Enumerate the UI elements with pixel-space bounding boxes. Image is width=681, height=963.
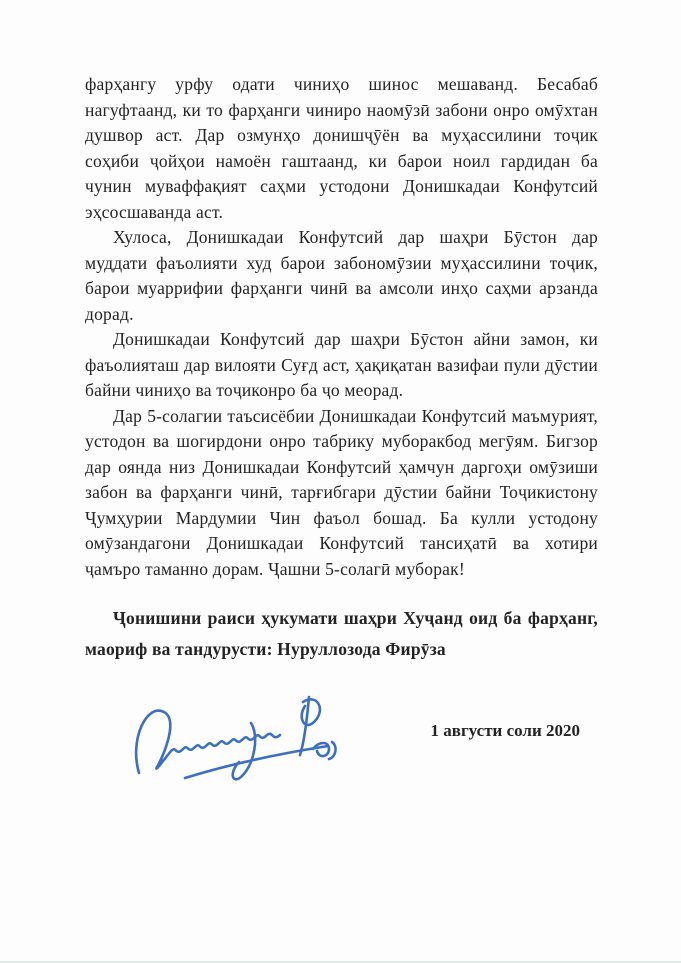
body-paragraph-3: Донишкадаи Конфутсий дар шаҳри Бӯстон айни замон, ки фаъолияташ дар вилояти Суғд аст, ҳақиқатан вазифаи пули дӯстии байни чиниҳо ва тоҷиконро ба ҷо меорад.: [85, 329, 598, 400]
signature-row: [85, 689, 598, 789]
body-paragraph-2: Хулоса, Донишкадаи Конфутсий дар шаҳри Бӯстон дар муддати фаъолияти худ барои забономӯзии муҳассилини тоҷик, барои муаррифии фарҳанги чинӣ ва амсоли инҳо саҳми арзанда дорад.: [85, 227, 598, 324]
handwritten-signature: [127, 691, 345, 785]
date-line: 1 августи соли 2020: [430, 721, 580, 740]
body-paragraph-1: фарҳангу урфу одати чиниҳо шинос мешаванд. Бесабаб нагуфтаанд, ки то фарҳанги чиниро наомӯзӣ забони онро омӯхтан душвор аст. Дар озмунҳо донишҷӯён ва муҳассилини тоҷик соҳиби ҷойҳои намоён гаштаанд, ки барои ноил гардидан ба чунин муваффақият саҳми устодони Донишкадаи Конфутсий эҳсосшаванда аст.: [85, 74, 598, 222]
signatory-title: Ҷонишини раиси ҳукумати шаҳри Хуҷанд оид ба фарҳанг, маориф ва тандурусти: Нуруллозода Фирӯза: [85, 608, 598, 659]
text-block: [85, 72, 598, 789]
body-paragraph-4: Дар 5-солагии таъсисёбии Донишкадаи Конфутсий маъмурият, устодон ва шогирдони онро табрику муборакбод мегӯям. Бигзор дар оянда низ Донишкадаи Конфутсий ҳамчун даргоҳи омӯзиши забон ва фарҳанги чинӣ, тарғибгари дӯстии байни Тоҷикистону Ҷумҳурии Мардумии Чин фаъол бошад. Ба кулли устодону омӯзандагони Донишкадаи Конфутсий тансиҳатӣ ва хотири ҷамъро таманно дорам. Ҷашни 5-солагӣ муборак!: [85, 405, 598, 579]
